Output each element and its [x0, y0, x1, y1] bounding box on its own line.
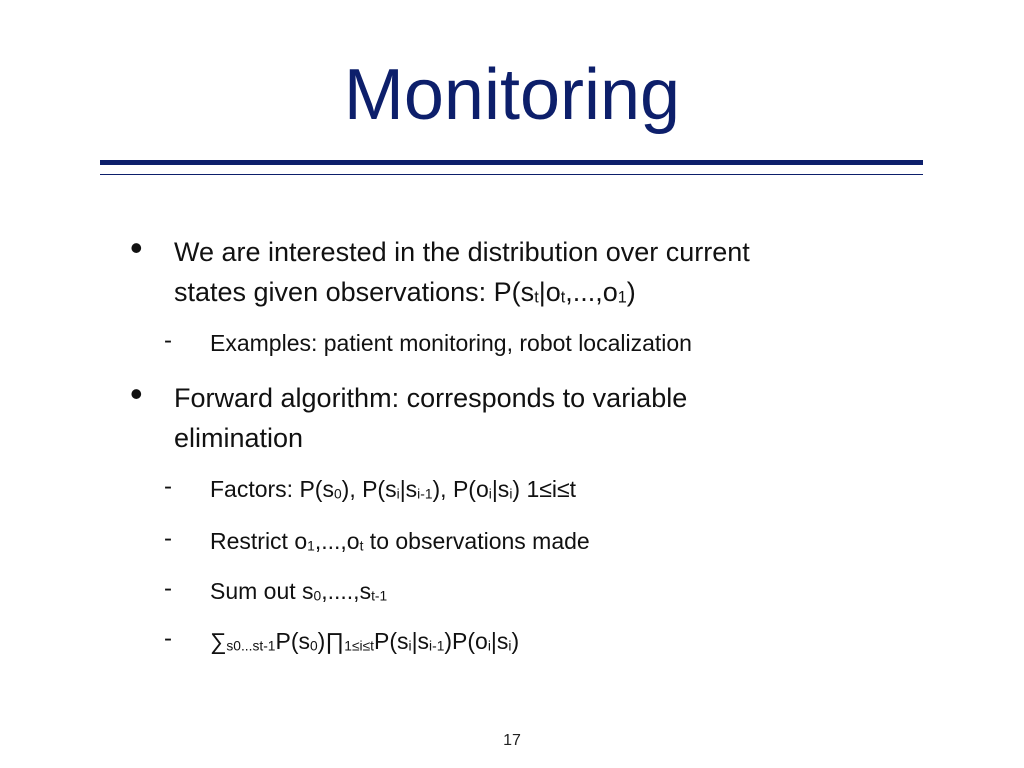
- subscript: t: [560, 288, 566, 307]
- sub-restrict: [210, 526, 910, 561]
- sub-marker: -: [164, 473, 172, 500]
- sub-text: ), P(s: [341, 476, 397, 502]
- bullet-text: |o: [538, 277, 561, 307]
- subscript: i: [509, 486, 513, 502]
- subscript: i-1: [417, 486, 433, 502]
- subscript: i: [396, 486, 400, 502]
- sub-marker: -: [164, 525, 172, 552]
- subscript: 1≤i≤t: [344, 638, 374, 654]
- subscript: 0: [309, 638, 318, 654]
- product-symbol: )∏: [317, 628, 345, 654]
- sub-text: Factors: P(s: [210, 476, 334, 502]
- sub-marker: -: [164, 625, 172, 652]
- sub-examples: Examples: patient monitoring, robot localization: [210, 330, 692, 356]
- bullet-marker: •: [130, 227, 143, 268]
- sub-factors: [210, 474, 910, 509]
- bullet-text: elimination: [174, 423, 304, 453]
- slide-title: Monitoring: [343, 55, 681, 135]
- sub-text: )P(o: [444, 628, 488, 654]
- subscript: s0...st-1: [226, 638, 276, 654]
- sub-sum-out: [210, 576, 910, 611]
- sub-text: ), P(o: [432, 476, 489, 502]
- bullet-text: ): [626, 277, 636, 307]
- sub-text: |s: [491, 476, 510, 502]
- bullet-forward-algorithm: [174, 378, 894, 458]
- subscript: 0: [313, 588, 322, 604]
- subscript: i-1: [429, 638, 445, 654]
- subscript: t: [534, 288, 539, 307]
- bullet-text: Forward algorithm: corresponds to variable: [174, 383, 688, 413]
- bullet-text: ,...,o: [565, 277, 618, 307]
- title-rule-thick: [100, 160, 923, 165]
- subscript: 1: [617, 288, 627, 307]
- subscript: t: [359, 538, 364, 554]
- sub-marker: -: [164, 575, 172, 602]
- sub-marker: -: [164, 327, 172, 354]
- subscript: 0: [333, 486, 342, 502]
- bullet-text: states given observations: P(s: [174, 277, 535, 307]
- sub-text: ,...,o: [314, 528, 360, 554]
- sub-text: ) 1≤i≤t: [512, 476, 576, 502]
- sub-formula: [210, 626, 910, 661]
- sum-symbol: ∑: [210, 628, 227, 654]
- sub-text: |s: [490, 628, 509, 654]
- bullet-distribution: [174, 232, 894, 318]
- subscript: i: [508, 638, 512, 654]
- sub-text: Sum out s: [210, 578, 314, 604]
- sub-text: to observations made: [363, 528, 590, 554]
- title-rule-thin: [100, 174, 923, 175]
- subscript: t-1: [371, 588, 388, 604]
- bullet-text: We are interested in the distribution over current: [174, 237, 750, 267]
- subscript: i: [487, 638, 491, 654]
- sub-text: |s: [411, 628, 430, 654]
- subscript: i: [488, 486, 492, 502]
- page-number: 17: [503, 732, 521, 749]
- bullet-marker: •: [130, 373, 143, 414]
- subscript: 1: [307, 538, 315, 554]
- subscript: i: [408, 638, 412, 654]
- sub-text: Restrict o: [210, 528, 308, 554]
- sub-text: |s: [399, 476, 418, 502]
- sub-text: P(s: [373, 628, 409, 654]
- sub-text: P(s: [275, 628, 310, 654]
- sub-text: ): [511, 628, 520, 654]
- sub-text: ,....,s: [321, 578, 372, 604]
